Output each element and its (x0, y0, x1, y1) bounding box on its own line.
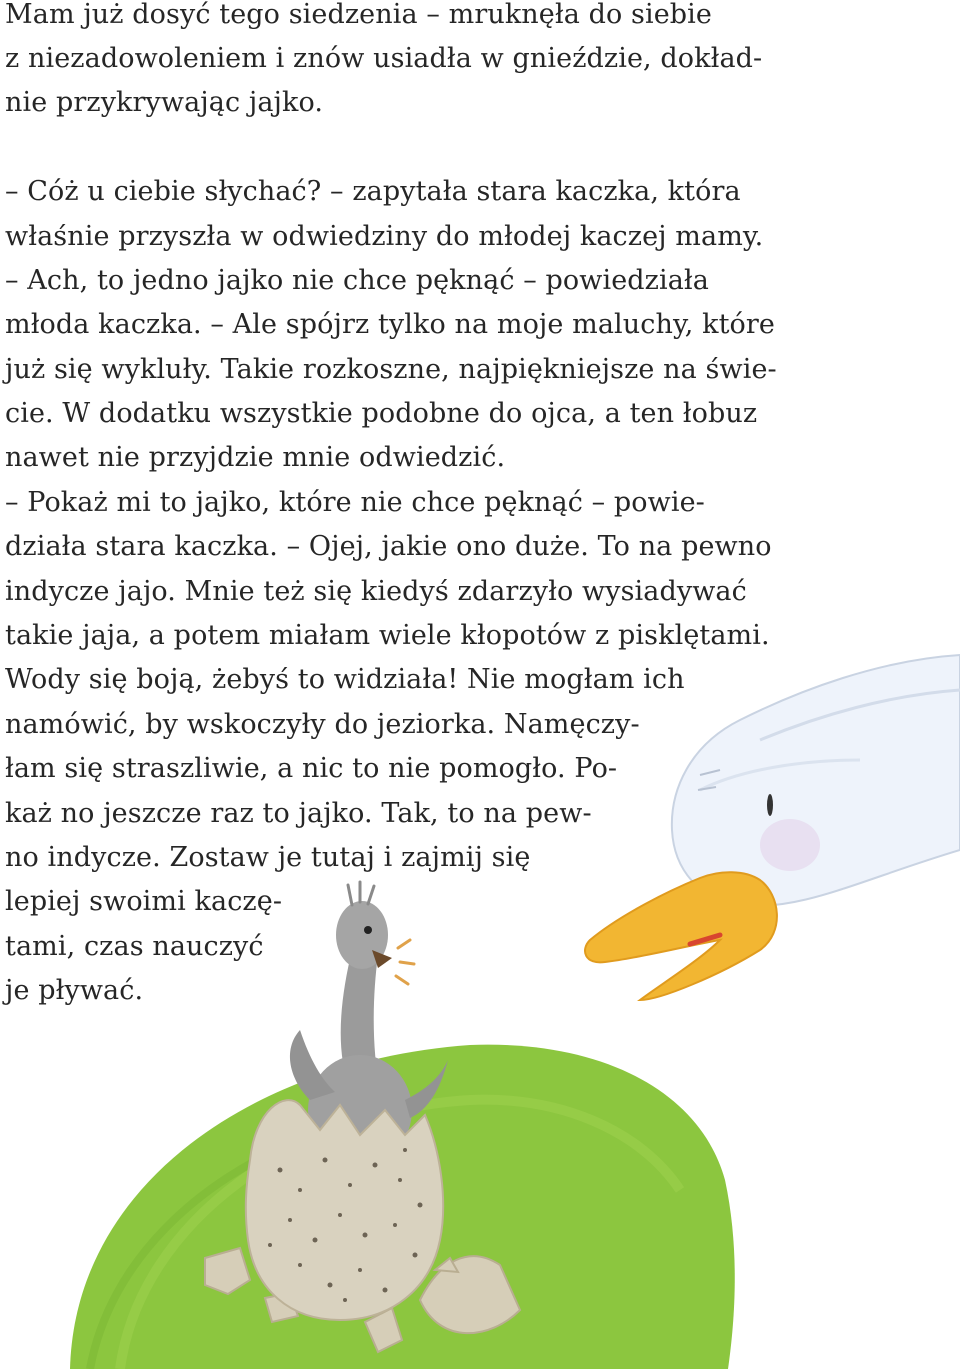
story-line: no indycze. Zostaw je tutaj i zajmij się (5, 842, 531, 873)
white-duck (585, 655, 960, 1000)
story-line: Mam już dosyć tego siedzenia – mruknęła do siebie (5, 0, 712, 30)
story-line: je pływać. (5, 975, 144, 1006)
story-line: łam się straszliwie, a nic to nie pomogło. Po- (5, 753, 618, 784)
story-line: Wody się boją, żebyś to widziała! Nie mogłam ich (5, 664, 685, 695)
story-line: namówić, by wskoczyły do jeziorka. Namęczy- (5, 709, 640, 740)
story-line: z niezadowoleniem i znów usiadła w gnieździe, dokład- (5, 43, 763, 74)
story-line: takie jaja, a potem miałam wiele kłopotów z pisklętami. (5, 620, 770, 651)
story-line: nie przykrywając jajko. (5, 87, 324, 118)
cracked-egg (246, 1100, 443, 1320)
story-line: – Pokaż mi to jajko, które nie chce pęknąć – powie- (5, 487, 705, 518)
story-line: właśnie przyszła w odwiedziny do młodej kaczej mamy. (5, 221, 764, 252)
story-line: już się wykluły. Takie rozkoszne, najpiękniejsze na świe- (5, 354, 777, 385)
story-line: nawet nie przyjdzie mnie odwiedzić. (5, 442, 506, 473)
story-line: – Ach, to jedno jajko nie chce pęknąć – powiedziała (5, 265, 709, 296)
story-line: działa stara kaczka. – Ojej, jakie ono duże. To na pewno (5, 531, 772, 562)
story-line: tami, czas nauczyć (5, 931, 264, 962)
story-line: każ no jeszcze raz to jajko. Tak, to na pew- (5, 798, 592, 829)
story-line: – Cóż u ciebie słychać? – zapytała stara kaczka, która (5, 176, 741, 207)
story-line: młoda kaczka. – Ale spójrz tylko na moje maluchy, które (5, 309, 775, 340)
story-line: lepiej swoimi kaczę- (5, 886, 283, 917)
story-line: indycze jajo. Mnie też się kiedyś zdarzyło wysiadywać (5, 576, 747, 607)
story-line: cie. W dodatku wszystkie podobne do ojca, a ten łobuz (5, 398, 758, 429)
